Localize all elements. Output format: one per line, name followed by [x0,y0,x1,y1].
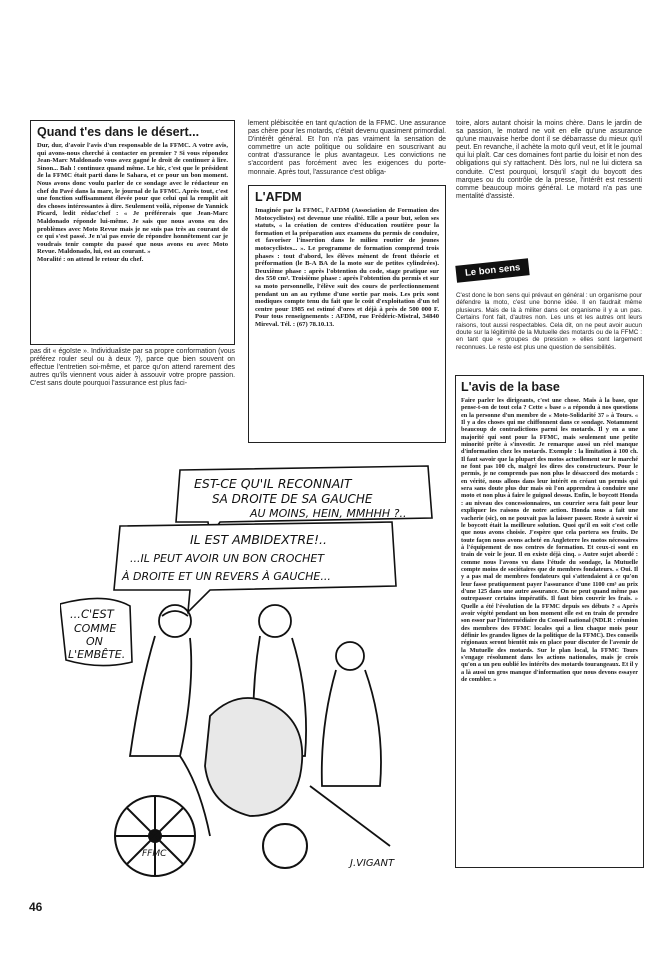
box-desert-title: Quand t'es dans le désert... [37,125,200,139]
cartoon-illustration [60,456,440,891]
bubble2-line2: ...IL PEUT AVOIR UN BON CROCHET [130,552,325,565]
article-col-right-text: toire, alors autant choisir la moins chère. Dans le jardin de sa passion, le motard ne voit en elle qu'une assurance qu'une mauvaise herbe dont il se débarrasse du mieux qu'il peut. En revanche, il achète la moto qu'il veut, et lit le journal qui lui plaît. Car ces domaines font partie du loisir et non des obligations qui s'y rattachent. Dès lors, nul ne lui dictera sa conduite. C'est pourquoi, lorsqu'il s'agit du boycott des marques ou du contrôle de la presse, l'intérêt est ressenti comme beaucoup moins général. Le motard n'a pas une mentalité d'assisté. [456,120,642,200]
page-number: 46 [29,900,43,914]
section-banner-bon-sens: Le bon sens [455,258,530,283]
bubble3-line3: ON [86,635,103,648]
bubble2-line3: À DROITE ET UN REVERS À GAUCHE... [122,570,331,583]
bon-sens-body: C'est donc le bon sens qui prévaut en général : un organisme pour défendre la moto, c'est une bonne idée. Il en faudrait même plusieurs. Mais de là à militer dans cet organisme il y a un pas. Certains l'ont fait, d'autres non. Les uns et les autres ont leurs raisons, tout aussi respectables. Cela dit, on ne peut avoir aucun doute sur la légitimité de la Mutuelle des motards ou de la FFMC : en tant que « groupes de pression » elles sont largement reconnues. Le reste est plus une question de sensibilités. [456,292,642,351]
wheel-label: FFMC [142,849,167,859]
bubble1-line1: EST-CE QU'IL RECONNAIT [194,476,352,491]
article-col-right [456,120,642,201]
box-afdm-title: L'AFDM [255,190,302,204]
article-col-mid-text: lement plébiscitée en tant qu'action de la FFMC. Une assurance pas chère pour les motards, c'était devenu quasiment primordial. D'intérêt général. Et l'on n'a pas vraiment la sensation de commettre un acte politique ou solidaire en souscrivant au contrat d'assurance le plus avantageux. Les convictions ne s'accordent pas forcément avec les exigences du porte-monnaie. Après tout, l'assurance c'est obliga- [248,120,446,176]
box-base [455,375,644,868]
bubble3-line1: ...C'EST [70,607,114,621]
box-desert-moral: Moralité : on attend le retour du chef. [37,255,144,263]
bubble1-line3: AU MOINS, HEIN, MMHHH ?.. [250,507,407,520]
article-col-mid [248,120,446,177]
box-desert [30,120,235,345]
box-base-title: L'avis de la base [461,380,560,394]
bubble3-line2: COMME [74,622,117,635]
cartoon-figures [130,605,390,846]
bon-sens-text [456,292,642,351]
box-afdm-body: Imaginée par la FFMC, l'AFDM (Association de Formation des Motocyclistes) est devenue une réalité. Elle a pour but, selon ses statuts, « la création de centres d'éducation routière pour la formation et la préparation aux examens du permis de conduire, et favoriser l'insertion dans le milieu routier de jeunes motocyclistes... ». Le programme de formation comprend trois phases : tout d'abord, les élèves mènent de front théorie et préformation (le B-A BA de la moto sur de petites cylindrées). Deuxième phase : après l'obtention du code, stage pratique sur des 550 cm³. Troisième phase : après l'obtention du permis et sur sa moto personnelle, l'élève suit des cours de perfectionnement pendant un an au rythme d'une sortie par mois. Les prix sont modiques compte tenu du fait que le coût d'exploitation d'un tel centre pour 1985 est estimé d'ores et déjà à près de 500 000 F. Pour tous renseignements : AFDM, rue Frédéric-Mistral, 34840 Mireval. Tél. : (67) 78.10.13. [255,207,439,328]
box-afdm [248,185,446,443]
article-col-left-text: pas dit « égoïste ». Individualiste par sa propre conformation (vous préférez rouler seul ou à deux ?), parce que bien souvent on effectue l'entretien soi-même, et parce qu'on attend rarement des autres qu'ils viennent vous aider à assouvir votre propre passion. C'est sans doute pourquoi l'assurance est plus faci- [30,348,235,388]
bubble2-line1: IL EST AMBIDEXTRE!.. [190,532,327,547]
bubble3-line4: L'EMBÊTE. [68,648,126,661]
cartoon-signature: J.VIGANT [350,858,395,869]
box-desert-body: Dur, dur, d'avoir l'avis d'un responsable de la FFMC. A votre avis, qui avons-nous cherché à contacter en premier ? Si vous répondez Jean-Marc Maldonado vous avez gagné le droit de continuer à lire. Sinon... Bah ! continuez quand même. Le hic, c'est que le président de la FFMC était parti dans le Sahara, et ce pour un bon moment. Nous avons donc voulu parler de ce sondage avec le rédacteur en chef du Pavé dans la mare, le journal de la FFMC. Après tout, c'est une fonction suffisamment élevée pour que celui qui la remplit ait des choses intéressantes à dire. Seulement voilà, réponse de Yannick Picard, ledit rédac'chef : « Je préférerais que Jean-Marc Maldonado réponde lui-même. Je sais que nous avons eu des problèmes avec Moto Revue mais je ne suis pas très au courant de ce qui s'est passé. Je n'ai pas envie de répondre honnêtement car je voudrais tenir compte du passé que nous avons eu avec Moto Revue. Maldonado, lui, est au courant. » [37,142,228,256]
bubble1-line2: SA DROITE DE SA GAUCHE [212,492,373,506]
box-base-body: Faire parler les dirigeants, c'est une chose. Mais à la base, que pense-t-on de tout cela ? Cette « base » a répondu à nos questions en la personne d'un membre de « Moto-Solidarité 37 » à Tours. « Il y a des choses qui me chiffonnent dans ce sondage. Notamment beaucoup de contradictions parmi les motards. Il y en a une majorité qui sont pour la FFMC, mais seulement une petite minorité prête à s'investir. Je remarque aussi un réel manque d'information chez les motards. Exemple : la limitation à 100 ch. Il faut savoir que la plupart des motos actuellement sur le marché ne font pas 100 ch, malgré les dires des constructeurs. Pour le permis, je ne comprends pas non plus le désaccord des motards : en vérité, nous allons dans leur intérêt en créant un permis qui sera sans doute plus dur mais où l'on apprendra à conduire une moto et non plus à faire le guignol dessus. Enfin, le boycott Honda : au niveau des concessionnaires, un courrier sera fait pour leur expliquer les raisons de notre action. Honda nous a fait une vacherie (sic), on ne pouvait pas la laisser passer. Reste à savoir si le boycott était la meilleure solution. Quoi qu'il en soit c'est celle que nous avons choisie. J'espère que cela portera ses fruits. De toute façon nous avons acheté en Angleterre les motos nécessaires à l'équipement de nos centres de formation. Et ceux-ci sont en train de voir le jour. Il en existe déjà cinq. » Autre sujet abordé : comme nous l'avons vu dans l'étude du sondage, la Mutuelle compte moins de sociétaires que de membres fondateurs. « Oui. Il y a pas mal de membres fondateurs qui s'attendaient à ce qu'on leur fasse pratiquement payer l'assurance d'une 1100 cm³ au prix d'une 125 dans une autre assurance. On ne peut quand même pas outrepasser certains impératifs. Il faut bien couvrir les frais. » Quelle a été l'évolution de la FFMC depuis ses débuts ? « Après avoir végété pendant un bon moment elle est en train de prendre son essor par l'intermédiaire du Conseil national (NDLR : réunion des membres des FFMC locales qui a lieu chaque mois pour définir les grandes lignes de la politique de la FFMC). Des conseils régionaux seront bientôt mis en place pour discuter de l'avenir de la Mutuelle des motards. Sur le plan local, la FFMC Tours s'engage résolument dans les actions nationales, mais je crois qu'on a un peu oublié les intérêts des motards tourangeaux. Et il y a là aussi un gros manque d'information que nous devons essayer de combler. » [461,397,638,684]
article-col-left [30,348,235,388]
